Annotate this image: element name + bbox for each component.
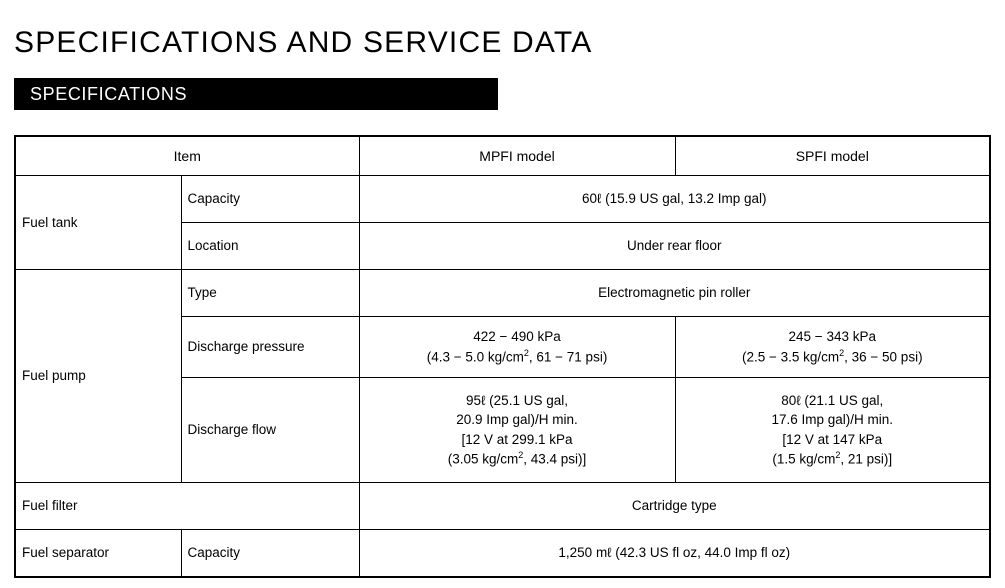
value-text: , 61 − 71 psi) bbox=[528, 349, 608, 365]
cell-discharge-pressure-spfi bbox=[675, 317, 990, 378]
value-text: (1.5 kg/cm bbox=[772, 451, 836, 467]
value-line: [12 V at 299.1 kPa bbox=[461, 431, 573, 447]
row-group-fuel-filter: Fuel filter bbox=[15, 483, 359, 530]
cell-discharge-flow-spfi bbox=[675, 378, 990, 483]
section-banner-label: SPECIFICATIONS bbox=[30, 83, 188, 104]
value-line: 17.6 Imp gal)/H min. bbox=[771, 412, 894, 428]
table-row bbox=[15, 530, 990, 578]
section-banner bbox=[14, 78, 498, 110]
value-text: (2.5 − 3.5 kg/cm bbox=[741, 349, 840, 365]
value-text: (4.3 − 5.0 kg/cm bbox=[426, 349, 524, 365]
row-sub-separator-capacity: Capacity bbox=[181, 530, 359, 578]
row-group-fuel-pump: Fuel pump bbox=[15, 270, 181, 483]
row-group-fuel-tank: Fuel tank bbox=[15, 176, 181, 270]
cell-fuel-tank-capacity: 60ℓ (15.9 US gal, 13.2 Imp gal) bbox=[359, 176, 990, 223]
table-row bbox=[15, 270, 990, 317]
value-line bbox=[682, 347, 984, 367]
column-header-item: Item bbox=[15, 136, 359, 176]
cell-fuel-tank-location: Under rear floor bbox=[359, 223, 990, 270]
cell-discharge-pressure-mpfi bbox=[359, 317, 675, 378]
value-text: , 21 psi)] bbox=[840, 451, 893, 467]
row-group-fuel-separator: Fuel separator bbox=[15, 530, 181, 578]
row-sub-location: Location bbox=[181, 223, 359, 270]
value-text: , 43.4 psi)] bbox=[523, 451, 587, 467]
unit-exponent: 2 bbox=[835, 450, 841, 461]
value-line bbox=[366, 449, 669, 469]
unit-exponent: 2 bbox=[523, 347, 529, 358]
value-line bbox=[366, 347, 669, 367]
table-header-row bbox=[15, 136, 990, 176]
column-header-spfi: SPFI model bbox=[675, 136, 990, 176]
table-row bbox=[15, 483, 990, 530]
table-row bbox=[15, 176, 990, 223]
value-text: , 36 − 50 psi) bbox=[844, 349, 923, 365]
value-line: 95ℓ (25.1 US gal, bbox=[466, 392, 568, 408]
document-page bbox=[0, 26, 1005, 588]
row-sub-discharge-flow: Discharge flow bbox=[181, 378, 359, 483]
row-sub-discharge-pressure: Discharge pressure bbox=[181, 317, 359, 378]
value-line: [12 V at 147 kPa bbox=[782, 431, 883, 447]
cell-fuel-pump-type: Electromagnetic pin roller bbox=[359, 270, 990, 317]
row-sub-type: Type bbox=[181, 270, 359, 317]
cell-fuel-separator-capacity: 1,250 mℓ (42.3 US fl oz, 44.0 Imp fl oz) bbox=[359, 530, 990, 578]
page-title: SPECIFICATIONS AND SERVICE DATA bbox=[14, 26, 593, 59]
value-line: 245 − 343 kPa bbox=[788, 329, 876, 345]
unit-exponent: 2 bbox=[518, 450, 524, 461]
cell-discharge-flow-mpfi bbox=[359, 378, 675, 483]
value-line: 20.9 Imp gal)/H min. bbox=[456, 412, 578, 428]
value-line: 422 − 490 kPa bbox=[473, 329, 561, 345]
unit-exponent: 2 bbox=[839, 347, 845, 358]
value-text: (3.05 kg/cm bbox=[447, 451, 519, 467]
column-header-mpfi: MPFI model bbox=[359, 136, 675, 176]
specifications-table bbox=[14, 135, 991, 578]
row-sub-capacity: Capacity bbox=[181, 176, 359, 223]
value-line: 80ℓ (21.1 US gal, bbox=[781, 392, 884, 408]
cell-fuel-filter-value: Cartridge type bbox=[359, 483, 990, 530]
value-line bbox=[682, 449, 984, 469]
